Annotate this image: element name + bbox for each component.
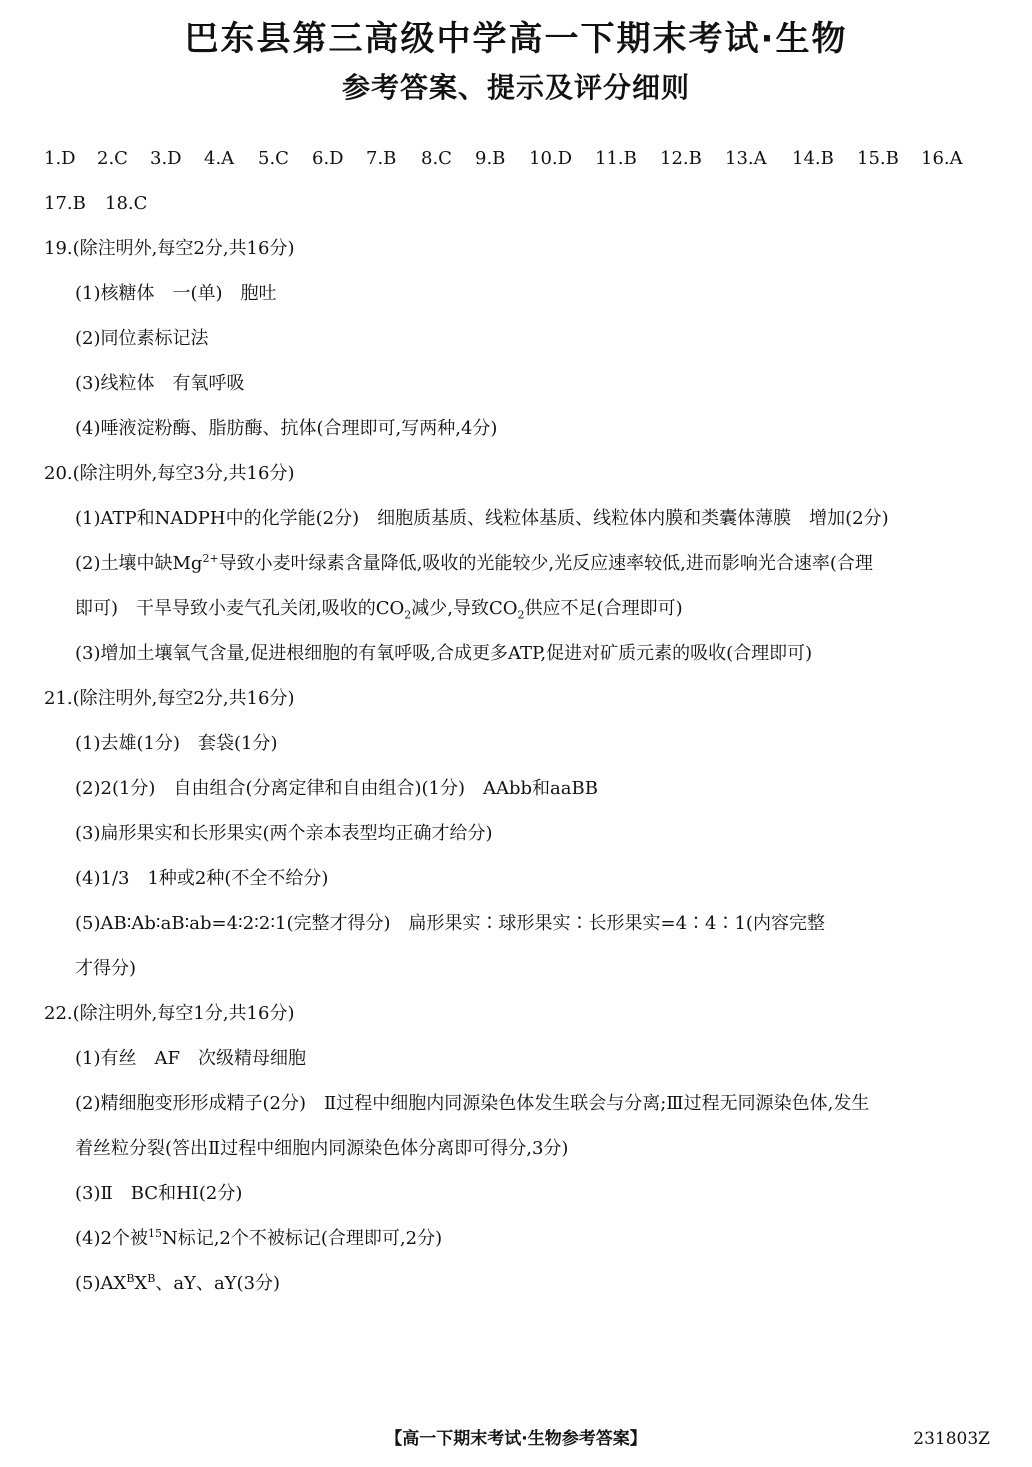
superscript: B [126,1272,135,1285]
question-heading: 22.(除注明外,每空1分,共16分) [44,1003,295,1024]
subscript: 2 [404,608,412,622]
mc-answer: 10.D [529,148,573,169]
text-run: 即可) 干旱导致小麦气孔关闭,吸收的CO [75,598,405,619]
answer-line [75,1226,442,1252]
text-run: 供应不足(合理即可) [524,598,683,619]
mc-answer: 6.D [312,148,344,169]
answer-line: (1)有丝 AF 次级精母细胞 [75,1048,306,1069]
answer-line [75,551,873,577]
text-run: X [134,1273,148,1294]
mc-answer: 4.A [204,148,235,169]
answer-line: (4)1/3 1种或2种(不全不给分) [75,868,329,889]
answer-line: (2)2(1分) 自由组合(分离定律和自由组合)(1分) AAbb和aaBB [75,778,598,799]
text-run: N标记,2个不被标记(合理即可,2分) [161,1228,443,1249]
answer-line [75,1271,280,1297]
superscript: B [147,1272,156,1285]
mc-answer: 17.B [44,193,86,214]
footer-label: 【高一下期末考试·生物参考答案】 [385,1429,647,1449]
text-run: 导致小麦叶绿素含量降低,吸收的光能较少,光反应速率较低,进而影响光合速率(合理 [218,553,873,574]
answer-line: (2)精细胞变形形成精子(2分) Ⅱ过程中细胞内同源染色体发生联会与分离;Ⅲ过程无同源染色体,发生 [75,1093,870,1114]
superscript: 2+ [202,552,219,565]
answer-line [75,596,683,622]
mc-answer: 7.B [366,148,397,169]
mc-answer: 15.B [857,148,899,169]
text-run: (4)2个被 [75,1228,148,1249]
mc-answer: 2.C [97,148,128,169]
text-run: (5)AX [75,1273,127,1294]
answer-line: (1)ATP和NADPH中的化学能(2分) 细胞质基质、线粒体基质、线粒体内膜和类囊体薄膜 增加(2分) [75,508,889,529]
answer-line: 才得分) [75,958,137,979]
mc-answer: 11.B [595,148,637,169]
answer-line: (1)去雄(1分) 套袋(1分) [75,733,278,754]
answer-line: (5)AB∶Ab∶aB∶ab=4∶2∶2∶1(完整才得分) 扁形果实∶球形果实∶长形果实=4∶4∶1(内容完整 [75,913,825,934]
mc-answer: 14.B [792,148,834,169]
mc-answer: 8.C [421,148,452,169]
page-subtitle: 参考答案、提示及评分细则 [341,71,690,104]
superscript: 15 [147,1227,162,1240]
page-title: 巴东县第三高级中学高一下期末考试·生物 [184,19,848,59]
mc-answer: 16.A [921,148,963,169]
answer-line: 着丝粒分裂(答出Ⅱ过程中细胞内同源染色体分离即可得分,3分) [75,1138,569,1159]
mc-answer: 9.B [475,148,506,169]
answer-line: (3)扁形果实和长形果实(两个亲本表型均正确才给分) [75,823,493,844]
mc-answer: 12.B [660,148,702,169]
answer-line: (3)增加土壤氧气含量,促进根细胞的有氧呼吸,合成更多ATP,促进对矿质元素的吸收(合理即可) [75,643,813,664]
mc-answer: 5.C [258,148,289,169]
text-run: (2)土壤中缺Mg [75,553,203,574]
question-heading: 21.(除注明外,每空2分,共16分) [44,688,295,709]
question-heading: 20.(除注明外,每空3分,共16分) [44,463,295,484]
document-code: 231803Z [913,1429,990,1449]
mc-answer: 13.A [725,148,767,169]
subscript: 2 [517,608,525,622]
answer-line: (3)线粒体 有氧呼吸 [75,373,245,394]
answer-line: (1)核糖体 一(单) 胞吐 [75,283,277,304]
mc-answer: 18.C [105,193,148,214]
question-heading: 19.(除注明外,每空2分,共16分) [44,238,295,259]
answer-line: (2)同位素标记法 [75,328,209,349]
mc-answer: 1.D [44,148,76,169]
text-run: 减少,导致CO [411,598,518,619]
mc-answer: 3.D [150,148,182,169]
text-run: 、aY、aY(3分) [155,1273,281,1294]
answer-line: (3)Ⅱ BC和HI(2分) [75,1183,243,1204]
answer-line: (4)唾液淀粉酶、脂肪酶、抗体(合理即可,写两种,4分) [75,418,498,439]
